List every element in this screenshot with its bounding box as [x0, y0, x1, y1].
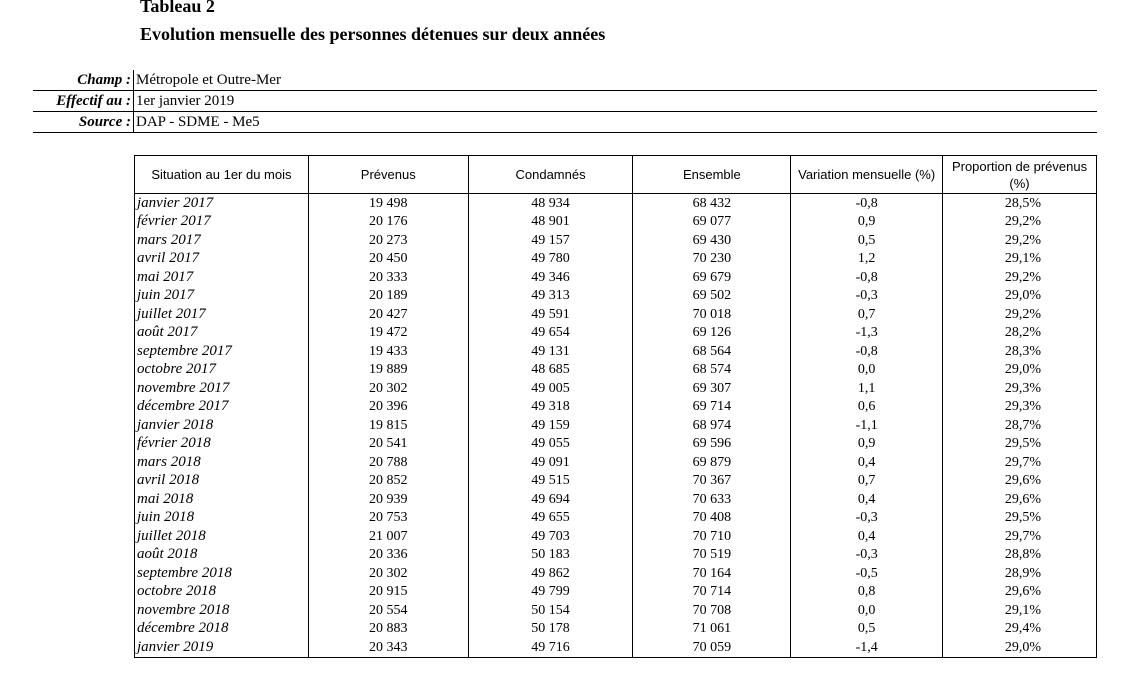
cell-proportion: 29,5% — [943, 509, 1097, 528]
cell-condamnes: 49 515 — [468, 472, 633, 491]
table-number-title: Tableau 2 — [140, 0, 215, 16]
cell-variation: 0,7 — [791, 305, 943, 324]
cell-month: février 2018 — [135, 435, 309, 454]
cell-month: avril 2017 — [135, 250, 309, 269]
cell-proportion: 29,7% — [943, 527, 1097, 546]
cell-proportion: 29,1% — [943, 601, 1097, 620]
cell-prevenus: 20 753 — [308, 509, 468, 528]
table-row — [135, 509, 1097, 528]
cell-ensemble: 70 059 — [633, 638, 791, 657]
cell-ensemble: 69 430 — [633, 231, 791, 250]
cell-month: décembre 2018 — [135, 620, 309, 639]
cell-month: juin 2017 — [135, 287, 309, 306]
cell-prevenus: 20 189 — [308, 287, 468, 306]
cell-prevenus: 20 427 — [308, 305, 468, 324]
cell-proportion: 29,7% — [943, 453, 1097, 472]
cell-prevenus: 19 433 — [308, 342, 468, 361]
table-row — [135, 398, 1097, 417]
cell-variation: -1,1 — [791, 416, 943, 435]
cell-proportion: 29,0% — [943, 287, 1097, 306]
cell-proportion: 29,1% — [943, 250, 1097, 269]
header-row — [135, 156, 1097, 194]
cell-condamnes: 50 154 — [468, 601, 633, 620]
table-row — [135, 564, 1097, 583]
cell-ensemble: 69 307 — [633, 379, 791, 398]
table-row — [135, 379, 1097, 398]
cell-prevenus: 20 541 — [308, 435, 468, 454]
cell-prevenus: 20 333 — [308, 268, 468, 287]
column-header-condamnes: Condamnés — [468, 156, 633, 194]
cell-ensemble: 68 564 — [633, 342, 791, 361]
cell-ensemble: 70 230 — [633, 250, 791, 269]
cell-prevenus: 21 007 — [308, 527, 468, 546]
table-row — [135, 472, 1097, 491]
cell-month: janvier 2017 — [135, 194, 309, 213]
cell-condamnes: 49 091 — [468, 453, 633, 472]
cell-proportion: 29,6% — [943, 490, 1097, 509]
cell-variation: -1,4 — [791, 638, 943, 657]
cell-proportion: 28,7% — [943, 416, 1097, 435]
cell-prevenus: 20 176 — [308, 213, 468, 232]
cell-proportion: 29,5% — [943, 435, 1097, 454]
cell-variation: -0,8 — [791, 342, 943, 361]
cell-condamnes: 50 183 — [468, 546, 633, 565]
table-row — [135, 194, 1097, 213]
cell-proportion: 29,6% — [943, 583, 1097, 602]
cell-variation: 0,5 — [791, 231, 943, 250]
cell-condamnes: 49 716 — [468, 638, 633, 657]
cell-prevenus: 20 396 — [308, 398, 468, 417]
cell-variation: 0,7 — [791, 472, 943, 491]
column-header-month: Situation au 1er du mois — [135, 156, 309, 194]
cell-condamnes: 49 591 — [468, 305, 633, 324]
column-header-proportion: Proportion de prévenus (%) — [943, 156, 1097, 194]
cell-variation: 0,4 — [791, 490, 943, 509]
cell-month: mai 2017 — [135, 268, 309, 287]
cell-variation: -0,8 — [791, 268, 943, 287]
table-row — [135, 268, 1097, 287]
cell-ensemble: 68 574 — [633, 361, 791, 380]
cell-proportion: 29,6% — [943, 472, 1097, 491]
cell-ensemble: 70 633 — [633, 490, 791, 509]
cell-prevenus: 20 343 — [308, 638, 468, 657]
cell-proportion: 29,2% — [943, 231, 1097, 250]
cell-variation: 0,5 — [791, 620, 943, 639]
meta-value: Métropole et Outre-Mer — [133, 70, 1097, 90]
table-row — [135, 601, 1097, 620]
table-body — [135, 194, 1097, 658]
table-row — [135, 453, 1097, 472]
cell-ensemble: 70 708 — [633, 601, 791, 620]
cell-condamnes: 49 346 — [468, 268, 633, 287]
cell-ensemble: 69 077 — [633, 213, 791, 232]
cell-variation: -0,5 — [791, 564, 943, 583]
cell-variation: 0,4 — [791, 527, 943, 546]
cell-ensemble: 68 974 — [633, 416, 791, 435]
cell-variation: -0,8 — [791, 194, 943, 213]
cell-month: septembre 2018 — [135, 564, 309, 583]
column-header-variation: Variation mensuelle (%) — [791, 156, 943, 194]
cell-condamnes: 49 318 — [468, 398, 633, 417]
cell-prevenus: 20 273 — [308, 231, 468, 250]
cell-ensemble: 69 714 — [633, 398, 791, 417]
cell-month: novembre 2018 — [135, 601, 309, 620]
cell-prevenus: 19 472 — [308, 324, 468, 343]
table-row — [135, 231, 1097, 250]
cell-prevenus: 20 788 — [308, 453, 468, 472]
cell-condamnes: 49 655 — [468, 509, 633, 528]
table-row — [135, 342, 1097, 361]
cell-prevenus: 20 554 — [308, 601, 468, 620]
cell-variation: 0,9 — [791, 435, 943, 454]
cell-month: juillet 2018 — [135, 527, 309, 546]
cell-month: septembre 2017 — [135, 342, 309, 361]
table-header — [135, 156, 1097, 194]
cell-prevenus: 20 302 — [308, 564, 468, 583]
cell-ensemble: 69 879 — [633, 453, 791, 472]
cell-prevenus: 20 939 — [308, 490, 468, 509]
meta-value: DAP - SDME - Me5 — [133, 112, 1097, 132]
cell-ensemble: 70 408 — [633, 509, 791, 528]
meta-label: Source : — [78, 114, 131, 130]
cell-variation: 0,0 — [791, 361, 943, 380]
cell-variation: 0,4 — [791, 453, 943, 472]
cell-month: avril 2018 — [135, 472, 309, 491]
cell-month: mars 2017 — [135, 231, 309, 250]
cell-month: octobre 2017 — [135, 361, 309, 380]
cell-variation: -0,3 — [791, 546, 943, 565]
table-row — [135, 361, 1097, 380]
cell-prevenus: 20 450 — [308, 250, 468, 269]
table-row — [135, 546, 1097, 565]
cell-condamnes: 48 685 — [468, 361, 633, 380]
table-row — [135, 250, 1097, 269]
cell-month: octobre 2018 — [135, 583, 309, 602]
cell-proportion: 29,3% — [943, 379, 1097, 398]
cell-proportion: 29,4% — [943, 620, 1097, 639]
column-header-ensemble: Ensemble — [633, 156, 791, 194]
cell-ensemble: 69 596 — [633, 435, 791, 454]
cell-condamnes: 49 159 — [468, 416, 633, 435]
table-row — [135, 638, 1097, 657]
cell-prevenus: 19 815 — [308, 416, 468, 435]
cell-condamnes: 49 313 — [468, 287, 633, 306]
meta-row-champ — [33, 70, 1097, 91]
cell-month: janvier 2018 — [135, 416, 309, 435]
cell-ensemble: 70 367 — [633, 472, 791, 491]
detainees-table — [134, 155, 1097, 658]
cell-month: juillet 2017 — [135, 305, 309, 324]
cell-prevenus: 20 883 — [308, 620, 468, 639]
cell-condamnes: 49 862 — [468, 564, 633, 583]
cell-variation: -1,3 — [791, 324, 943, 343]
cell-condamnes: 49 055 — [468, 435, 633, 454]
cell-condamnes: 49 780 — [468, 250, 633, 269]
cell-variation: 0,6 — [791, 398, 943, 417]
cell-proportion: 28,5% — [943, 194, 1097, 213]
cell-condamnes: 49 694 — [468, 490, 633, 509]
cell-prevenus: 20 852 — [308, 472, 468, 491]
table-row — [135, 287, 1097, 306]
meta-row-source — [33, 112, 1097, 133]
cell-month: février 2017 — [135, 213, 309, 232]
cell-proportion: 29,2% — [943, 268, 1097, 287]
cell-month: décembre 2017 — [135, 398, 309, 417]
cell-proportion: 28,3% — [943, 342, 1097, 361]
table-row — [135, 213, 1097, 232]
cell-month: mai 2018 — [135, 490, 309, 509]
cell-ensemble: 68 432 — [633, 194, 791, 213]
page-title: Evolution mensuelle des personnes détenues sur deux années — [140, 24, 606, 44]
cell-condamnes: 49 799 — [468, 583, 633, 602]
cell-variation: 1,1 — [791, 379, 943, 398]
cell-proportion: 28,8% — [943, 546, 1097, 565]
table-row — [135, 324, 1097, 343]
cell-variation: -0,3 — [791, 509, 943, 528]
cell-month: août 2017 — [135, 324, 309, 343]
cell-month: novembre 2017 — [135, 379, 309, 398]
cell-condamnes: 49 654 — [468, 324, 633, 343]
table-row — [135, 490, 1097, 509]
table-row — [135, 416, 1097, 435]
table-row — [135, 435, 1097, 454]
cell-ensemble: 70 519 — [633, 546, 791, 565]
cell-proportion: 29,2% — [943, 213, 1097, 232]
table-row — [135, 583, 1097, 602]
cell-condamnes: 49 703 — [468, 527, 633, 546]
meta-value: 1er janvier 2019 — [133, 91, 1097, 111]
table-row — [135, 620, 1097, 639]
cell-variation: -0,3 — [791, 287, 943, 306]
cell-proportion: 28,9% — [943, 564, 1097, 583]
cell-variation: 0,0 — [791, 601, 943, 620]
cell-ensemble: 70 714 — [633, 583, 791, 602]
column-header-prevenus: Prévenus — [308, 156, 468, 194]
cell-ensemble: 69 679 — [633, 268, 791, 287]
cell-proportion: 29,0% — [943, 361, 1097, 380]
cell-ensemble: 69 502 — [633, 287, 791, 306]
cell-condamnes: 50 178 — [468, 620, 633, 639]
meta-label: Effectif au : — [56, 93, 131, 109]
cell-ensemble: 70 164 — [633, 564, 791, 583]
cell-condamnes: 48 901 — [468, 213, 633, 232]
cell-condamnes: 48 934 — [468, 194, 633, 213]
cell-ensemble: 70 710 — [633, 527, 791, 546]
cell-proportion: 29,3% — [943, 398, 1097, 417]
cell-proportion: 28,2% — [943, 324, 1097, 343]
cell-proportion: 29,0% — [943, 638, 1097, 657]
cell-variation: 0,9 — [791, 213, 943, 232]
cell-month: juin 2018 — [135, 509, 309, 528]
cell-condamnes: 49 005 — [468, 379, 633, 398]
cell-prevenus: 19 889 — [308, 361, 468, 380]
cell-prevenus: 20 915 — [308, 583, 468, 602]
cell-prevenus: 19 498 — [308, 194, 468, 213]
cell-month: mars 2018 — [135, 453, 309, 472]
cell-month: août 2018 — [135, 546, 309, 565]
cell-variation: 1,2 — [791, 250, 943, 269]
cell-condamnes: 49 131 — [468, 342, 633, 361]
cell-ensemble: 69 126 — [633, 324, 791, 343]
cell-condamnes: 49 157 — [468, 231, 633, 250]
table-row — [135, 527, 1097, 546]
cell-prevenus: 20 336 — [308, 546, 468, 565]
cell-ensemble: 70 018 — [633, 305, 791, 324]
cell-prevenus: 20 302 — [308, 379, 468, 398]
cell-variation: 0,8 — [791, 583, 943, 602]
cell-ensemble: 71 061 — [633, 620, 791, 639]
cell-proportion: 29,2% — [943, 305, 1097, 324]
table-row — [135, 305, 1097, 324]
cell-month: janvier 2019 — [135, 638, 309, 657]
metadata-block — [33, 70, 1097, 133]
meta-row-effectif — [33, 91, 1097, 112]
meta-label: Champ : — [77, 72, 131, 88]
